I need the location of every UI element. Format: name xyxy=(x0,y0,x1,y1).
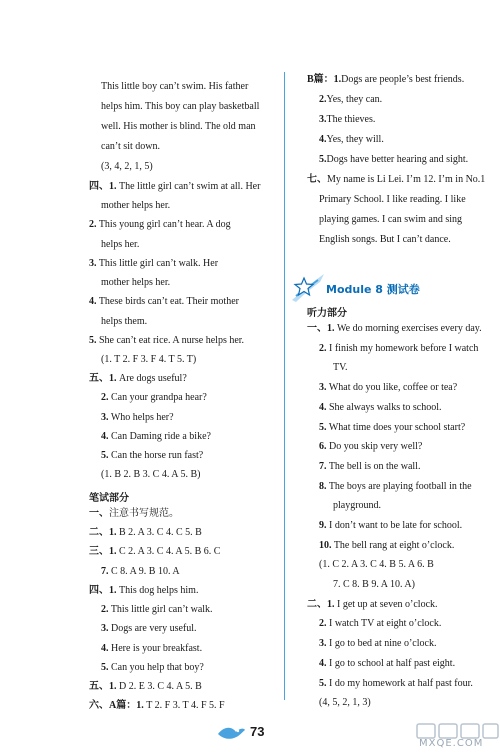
item-number: 3. xyxy=(319,382,327,393)
star-icon xyxy=(290,270,330,304)
answer-line xyxy=(101,141,160,153)
answer-line xyxy=(89,181,260,193)
answer-line xyxy=(89,585,198,597)
item-text: What do you like, coffee or tea? xyxy=(326,382,458,393)
item-number: 一、1. xyxy=(307,323,335,334)
item-text: (1. B 2. B 3. C 4. A 5. B) xyxy=(101,469,201,480)
item-number: 5. xyxy=(89,335,97,346)
answer-line xyxy=(333,500,381,512)
answer-line xyxy=(89,700,225,712)
section-heading: 笔试部分 xyxy=(89,493,129,504)
item-text: The bell is on the wall. xyxy=(326,461,421,472)
answer-line xyxy=(89,258,218,270)
item-text: My name is Li Lei. I’m 12. I’m in No.1 xyxy=(327,174,486,185)
answer-line xyxy=(319,559,434,571)
item-text: C 2. A 3. C 4. A 5. B 6. C xyxy=(116,546,221,557)
answer-line xyxy=(101,412,174,424)
answer-line xyxy=(89,527,202,539)
answer-line xyxy=(89,681,202,693)
item-number: 二、1. xyxy=(89,527,117,538)
answer-line xyxy=(319,638,436,650)
answer-line xyxy=(319,94,382,106)
item-text: The bell rang at eight o’clock. xyxy=(331,540,455,551)
item-number: 10. xyxy=(319,540,332,551)
item-text: I do my homework at half past four. xyxy=(326,678,473,689)
item-text: Can you help that boy? xyxy=(108,662,204,673)
item-number: 六、A篇：1. xyxy=(89,700,144,711)
item-number: 四、1. xyxy=(89,585,117,596)
item-text: The little girl can’t swim at all. Her xyxy=(116,181,261,192)
item-number: 6. xyxy=(319,441,327,452)
module-header xyxy=(290,270,470,302)
item-number: 4. xyxy=(319,402,327,413)
item-text: 注意书写规范。 xyxy=(109,508,179,519)
item-text: This dog helps him. xyxy=(116,585,199,596)
answer-line xyxy=(101,239,139,251)
answer-line xyxy=(89,296,239,308)
item-text: B 2. A 3. C 4. C 5. B xyxy=(116,527,202,538)
item-text: playground. xyxy=(333,500,382,511)
answer-line xyxy=(319,461,420,473)
item-number: 4. xyxy=(101,643,109,654)
item-text: (1. C 2. A 3. C 4. B 5. A 6. B xyxy=(319,559,434,570)
answer-line xyxy=(101,101,259,113)
item-text: Are dogs useful? xyxy=(116,373,187,384)
item-text: Can Daming ride a bike? xyxy=(108,431,211,442)
answer-line xyxy=(101,431,211,443)
item-text: 7. C 8. B 9. A 10. A) xyxy=(333,579,415,590)
item-number: 2. xyxy=(89,219,97,230)
answer-line xyxy=(101,643,202,655)
item-number: 五、1. xyxy=(89,681,117,692)
answer-line xyxy=(89,508,179,520)
item-text: D 2. E 3. C 4. A 5. B xyxy=(116,681,202,692)
item-text: (1. T 2. F 3. F 4. T 5. T) xyxy=(101,354,197,365)
item-text: C 8. A 9. B 10. A xyxy=(108,566,180,577)
answer-line xyxy=(101,623,197,635)
answer-line xyxy=(319,422,465,434)
answer-line xyxy=(307,74,464,86)
item-number: 7. xyxy=(101,566,109,577)
item-number: 3. xyxy=(319,638,327,649)
answer-line xyxy=(307,174,485,186)
answer-line xyxy=(319,658,455,670)
item-text: This little girl can’t walk. Her xyxy=(96,258,219,269)
page-number: 73 xyxy=(250,724,265,739)
answer-line xyxy=(319,234,451,246)
item-text: Can the horse run fast? xyxy=(108,450,204,461)
answer-line xyxy=(307,599,438,611)
answer-line xyxy=(319,520,462,532)
item-number: 3. xyxy=(101,412,109,423)
item-text: Dogs are very useful. xyxy=(108,623,197,634)
answer-line xyxy=(89,546,220,558)
item-text: (4, 5, 2, 1, 3) xyxy=(319,697,371,708)
item-text: This little girl can’t walk. xyxy=(108,604,213,615)
item-number: 四、1. xyxy=(89,181,117,192)
item-text: Do you skip very well? xyxy=(326,441,423,452)
answer-line xyxy=(319,114,375,126)
item-text: I don’t want to be late for school. xyxy=(326,520,463,531)
item-number: 五、1. xyxy=(89,373,117,384)
item-text: Can your grandpa hear? xyxy=(108,392,207,403)
answer-line xyxy=(319,134,384,146)
item-text: playing games. I can swim and sing xyxy=(319,214,463,225)
answer-line xyxy=(101,354,196,366)
answer-line xyxy=(101,200,170,212)
page-footer xyxy=(216,722,296,742)
item-number: 4. xyxy=(101,431,109,442)
item-number: 5. xyxy=(319,422,327,433)
item-number: 3. xyxy=(89,258,97,269)
column-divider xyxy=(284,72,285,700)
answer-line xyxy=(319,214,462,226)
item-text: Primary School. I like reading. I like xyxy=(319,194,466,205)
item-number: 3. xyxy=(319,114,327,125)
item-text: I go to bed at nine o’clock. xyxy=(326,638,437,649)
answer-line xyxy=(319,540,454,552)
answer-line xyxy=(319,382,457,394)
item-number: 七、 xyxy=(307,174,327,185)
item-text: Yes, they will. xyxy=(326,134,384,145)
answer-line xyxy=(101,316,147,328)
item-text: can’t sit down. xyxy=(101,141,160,152)
answer-line xyxy=(101,277,170,289)
answer-line xyxy=(319,194,466,206)
answer-line xyxy=(319,481,472,493)
answer-line xyxy=(101,81,248,93)
answer-line xyxy=(101,662,204,674)
item-text: well. His mother is blind. The old man xyxy=(101,121,256,132)
item-text: Dogs have better hearing and sight. xyxy=(326,154,469,165)
item-text: T 2. F 3. T 4. F 5. F xyxy=(143,700,225,711)
item-number: 二、1. xyxy=(307,599,335,610)
item-number: 4. xyxy=(319,658,327,669)
watermark-text: MXQE.COM xyxy=(419,738,484,749)
item-number: 5. xyxy=(101,662,109,673)
item-text: Yes, they can. xyxy=(326,94,383,105)
item-text: The thieves. xyxy=(326,114,376,125)
item-number: 4. xyxy=(89,296,97,307)
item-text: These birds can’t eat. Their mother xyxy=(96,296,239,307)
item-text: English songs. But I can’t dance. xyxy=(319,234,451,245)
item-text: helps him. This boy can play basketball xyxy=(101,101,260,112)
item-text: I watch TV at eight o’clock. xyxy=(326,618,442,629)
answer-line xyxy=(89,373,187,385)
item-text: This young girl can’t hear. A dog xyxy=(96,219,231,230)
answer-line xyxy=(89,219,231,231)
module-title: Module 8 测试卷 xyxy=(326,283,420,296)
answer-line xyxy=(333,362,348,374)
answer-line xyxy=(101,450,203,462)
item-number: 3. xyxy=(101,623,109,634)
answer-line xyxy=(307,323,482,335)
item-text: helps them. xyxy=(101,316,148,327)
item-number: 2. xyxy=(319,94,327,105)
watermark xyxy=(415,722,500,755)
bird-icon xyxy=(216,724,246,742)
item-number: 2. xyxy=(319,343,327,354)
item-text: helps her. xyxy=(101,239,140,250)
answer-line xyxy=(319,402,442,414)
answer-line xyxy=(101,161,153,173)
item-number: 一、 xyxy=(89,508,109,519)
answer-line xyxy=(101,469,200,481)
answer-line xyxy=(101,566,180,578)
answer-line xyxy=(333,579,415,591)
section-heading: 听力部分 xyxy=(307,308,347,319)
item-text: What time does your school start? xyxy=(326,422,466,433)
item-number: 2. xyxy=(101,604,109,615)
answer-line xyxy=(101,604,213,616)
item-text: TV. xyxy=(333,362,348,373)
item-number: 4. xyxy=(319,134,327,145)
item-number: 2. xyxy=(319,618,327,629)
answer-line xyxy=(101,392,207,404)
item-number: 8. xyxy=(319,481,327,492)
item-text: mother helps her. xyxy=(101,200,171,211)
item-number: 5. xyxy=(319,154,327,165)
item-text: She always walks to school. xyxy=(326,402,442,413)
item-text: Here is your breakfast. xyxy=(108,643,203,654)
item-text: Who helps her? xyxy=(108,412,174,423)
answer-line xyxy=(319,154,468,166)
item-text: I go to school at half past eight. xyxy=(326,658,456,669)
answer-line xyxy=(101,121,256,133)
item-text: She can’t eat rice. A nurse helps her. xyxy=(96,335,245,346)
item-text: We do morning exercises every day. xyxy=(334,323,482,334)
item-text: Dogs are people’s best friends. xyxy=(341,74,465,85)
item-text: This little boy can’t swim. His father xyxy=(101,81,249,92)
answer-line xyxy=(319,343,478,355)
item-number: 9. xyxy=(319,520,327,531)
item-number: B篇：1. xyxy=(307,74,342,85)
answer-line xyxy=(319,441,422,453)
item-number: 5. xyxy=(101,450,109,461)
item-number: 7. xyxy=(319,461,327,472)
answer-line xyxy=(319,618,441,630)
item-text: I finish my homework before I watch xyxy=(326,343,479,354)
item-number: 2. xyxy=(101,392,109,403)
answer-line xyxy=(89,335,244,347)
answer-line xyxy=(319,697,371,709)
item-text: mother helps her. xyxy=(101,277,171,288)
item-number: 三、1. xyxy=(89,546,117,557)
item-text: The boys are playing football in the xyxy=(326,481,472,492)
answer-line xyxy=(319,678,473,690)
item-text: (3, 4, 2, 1, 5) xyxy=(101,161,153,172)
item-text: I get up at seven o’clock. xyxy=(334,599,438,610)
item-number: 5. xyxy=(319,678,327,689)
